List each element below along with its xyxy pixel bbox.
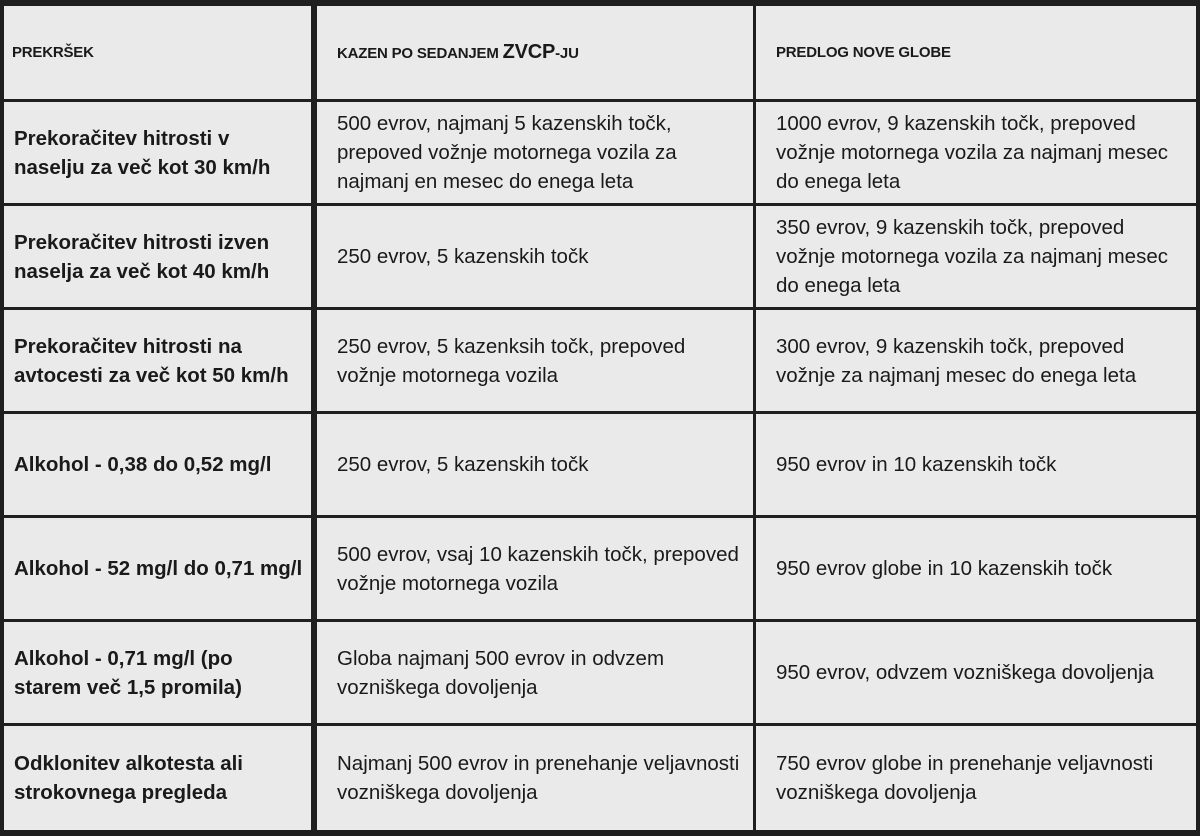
offense-cell: Prekoračitev hitrosti v naselju za več kot 30 km/h <box>4 102 314 206</box>
header-offense: PREKRŠEK <box>4 6 314 102</box>
header-current-law: ZVCP <box>502 41 556 63</box>
offense-cell: Odklonitev alkotesta ali strokovnega pregleda <box>4 726 314 830</box>
table-row <box>4 102 1196 206</box>
proposed-fine-cell: 1000 evrov, 9 kazenskih točk, prepoved vožnje motornega vozila za najmanj mesec do enega leta <box>756 102 1196 206</box>
offense-cell: Alkohol - 52 mg/l do 0,71 mg/l <box>4 518 314 622</box>
table-row <box>4 518 1196 622</box>
table-row <box>4 310 1196 414</box>
penalties-table <box>4 6 1196 830</box>
current-penalty-cell: 250 evrov, 5 kazenskih točk <box>314 206 756 310</box>
offense-cell: Alkohol - 0,71 mg/l (po starem več 1,5 promila) <box>4 622 314 726</box>
current-penalty-cell: Globa najmanj 500 evrov in odvzem vozniškega dovoljenja <box>314 622 756 726</box>
current-penalty-cell: 500 evrov, vsaj 10 kazenskih točk, prepoved vožnje motornega vozila <box>314 518 756 622</box>
current-penalty-cell: Najmanj 500 evrov in prenehanje veljavnosti vozniškega dovoljenja <box>314 726 756 830</box>
header-current-penalty <box>314 6 756 102</box>
offense-cell: Alkohol - 0,38 do 0,52 mg/l <box>4 414 314 518</box>
table-row <box>4 726 1196 830</box>
header-current-suffix: -JU <box>555 45 579 62</box>
offense-cell: Prekoračitev hitrosti na avtocesti za več kot 50 km/h <box>4 310 314 414</box>
proposed-fine-cell: 300 evrov, 9 kazenskih točk, prepoved vožnje za najmanj mesec do enega leta <box>756 310 1196 414</box>
header-current-prefix: KAZEN PO SEDANJEM <box>337 45 503 62</box>
offense-cell: Prekoračitev hitrosti izven naselja za več kot 40 km/h <box>4 206 314 310</box>
table-row <box>4 414 1196 518</box>
current-penalty-cell: 250 evrov, 5 kazenskih točk <box>314 414 756 518</box>
current-penalty-cell: 250 evrov, 5 kazenksih točk, prepoved vožnje motornega vozila <box>314 310 756 414</box>
header-row <box>4 6 1196 102</box>
proposed-fine-cell: 950 evrov in 10 kazenskih točk <box>756 414 1196 518</box>
table-row <box>4 206 1196 310</box>
proposed-fine-cell: 950 evrov, odvzem vozniškega dovoljenja <box>756 622 1196 726</box>
header-proposed-fine: PREDLOG NOVE GLOBE <box>756 6 1196 102</box>
proposed-fine-cell: 750 evrov globe in prenehanje veljavnosti vozniškega dovoljenja <box>756 726 1196 830</box>
current-penalty-cell: 500 evrov, najmanj 5 kazenskih točk, prepoved vožnje motornega vozila za najmanj en mesec do enega leta <box>314 102 756 206</box>
proposed-fine-cell: 950 evrov globe in 10 kazenskih točk <box>756 518 1196 622</box>
table-row <box>4 622 1196 726</box>
proposed-fine-cell: 350 evrov, 9 kazenskih točk, prepoved vožnje motornega vozila za najmanj mesec do enega leta <box>756 206 1196 310</box>
